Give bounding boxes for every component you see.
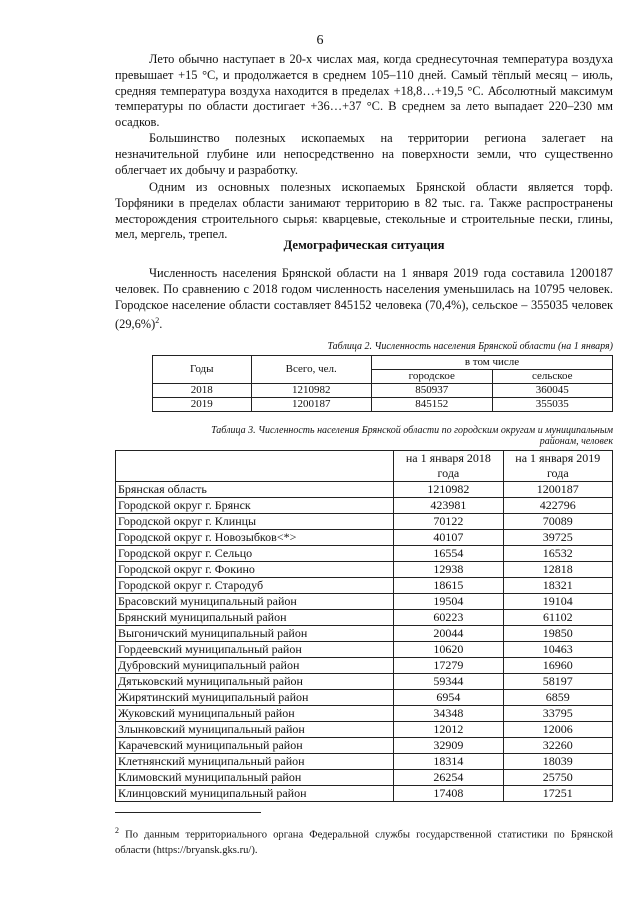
cell-territory: Брянская область bbox=[116, 482, 394, 498]
cell-population-2018: 16554 bbox=[394, 546, 503, 562]
table-row bbox=[116, 658, 613, 674]
cell-territory: Городской округ г. Сельцо bbox=[116, 546, 394, 562]
cell-population-2019: 1200187 bbox=[503, 482, 612, 498]
header-2018 bbox=[394, 451, 503, 482]
population-table bbox=[152, 355, 613, 412]
cell-territory: Городской округ г. Фокино bbox=[116, 562, 394, 578]
cell-population-2018: 70122 bbox=[394, 514, 503, 530]
cell-territory: Дубровский муниципальный район bbox=[116, 658, 394, 674]
cell-population-2019: 58197 bbox=[503, 674, 612, 690]
cell-territory: Клетнянский муниципальный район bbox=[116, 754, 394, 770]
cell-population-2019: 16960 bbox=[503, 658, 612, 674]
table-row bbox=[116, 754, 613, 770]
table-row bbox=[116, 594, 613, 610]
cell-territory: Городской округ г. Новозыбков<*> bbox=[116, 530, 394, 546]
cell-population-2019: 19104 bbox=[503, 594, 612, 610]
table-row bbox=[116, 738, 613, 754]
cell-territory: Городской округ г. Брянск bbox=[116, 498, 394, 514]
cell-population-2019: 16532 bbox=[503, 546, 612, 562]
cell-population-2018: 40107 bbox=[394, 530, 503, 546]
paragraph-summer: Лето обычно наступает в 20-х числах мая, когда среднесуточная температура воздуха превышает +15 °С, и продолжается в среднем 105–110 дней. Самый тёплый месяц – июль, средняя температура воздуха находится в пределах +18,8…+19,5 °С. Абсолютный максимум температуры по области достигает +36…+37 °С. В среднем за лето выпадает 220–230 мм осадков. bbox=[115, 52, 613, 130]
cell-population-2019: 6859 bbox=[503, 690, 612, 706]
table-row bbox=[116, 626, 613, 642]
cell-total: 1200187 bbox=[251, 398, 371, 412]
cell-population-2019: 17251 bbox=[503, 786, 612, 802]
cell-population-2018: 32909 bbox=[394, 738, 503, 754]
header-including: в том числе bbox=[371, 356, 612, 370]
table3-caption bbox=[115, 425, 613, 447]
cell-territory: Жирятинский муниципальный район bbox=[116, 690, 394, 706]
cell-population-2018: 59344 bbox=[394, 674, 503, 690]
footnote-text: По данным территориального органа Федеральной службы государственной статистики по Брянской области (https://bryansk.gks.ru/). bbox=[115, 829, 613, 856]
cell-population-2019: 10463 bbox=[503, 642, 612, 658]
paragraph-peat: Одним из основных полезных ископаемых Брянской области является торф. Торфяники в пределах области занимают территорию в 82 тыс. га. Также распространены месторождения строительного сырья: кварцевые, стекольные и строительные пески, глины, мел, мергель, трепел. bbox=[115, 180, 613, 242]
table-row bbox=[116, 562, 613, 578]
header-2018-line2: года bbox=[437, 466, 460, 480]
cell-territory: Дятьковский муниципальный район bbox=[116, 674, 394, 690]
header-2019-line2: года bbox=[546, 466, 569, 480]
table-row bbox=[116, 546, 613, 562]
table2-caption: Таблица 2. Численность населения Брянской области (на 1 января) bbox=[327, 341, 613, 352]
header-urban: городское bbox=[371, 370, 492, 384]
cell-population-2019: 39725 bbox=[503, 530, 612, 546]
cell-population-2019: 61102 bbox=[503, 610, 612, 626]
header-rural: сельское bbox=[492, 370, 613, 384]
cell-population-2019: 33795 bbox=[503, 706, 612, 722]
table-row bbox=[116, 578, 613, 594]
section-heading: Демографическая ситуация bbox=[283, 238, 445, 252]
table-row bbox=[153, 398, 613, 412]
cell-population-2018: 60223 bbox=[394, 610, 503, 626]
cell-population-2018: 17408 bbox=[394, 786, 503, 802]
cell-territory: Брасовский муниципальный район bbox=[116, 594, 394, 610]
cell-territory: Климовский муниципальный район bbox=[116, 770, 394, 786]
cell-population-2018: 10620 bbox=[394, 642, 503, 658]
header-years: Годы bbox=[153, 356, 252, 384]
table-header-row bbox=[116, 451, 613, 482]
header-total: Всего, чел. bbox=[251, 356, 371, 384]
cell-territory: Карачевский муниципальный район bbox=[116, 738, 394, 754]
page-number: 6 bbox=[316, 33, 324, 48]
footnote-mark: 2 bbox=[115, 826, 119, 835]
cell-population-2019: 422796 bbox=[503, 498, 612, 514]
paragraph-minerals: Большинство полезных ископаемых на территории региона залегает на незначительной глубине или непосредственно на поверхности земли, что существенно облегчает их добычу и разработку. bbox=[115, 131, 613, 177]
footnote-reference: 2 bbox=[155, 316, 160, 326]
cell-territory: Клинцовский муниципальный район bbox=[116, 786, 394, 802]
cell-population-2019: 18321 bbox=[503, 578, 612, 594]
cell-total: 1210982 bbox=[251, 384, 371, 398]
cell-population-2018: 17279 bbox=[394, 658, 503, 674]
cell-population-2018: 26254 bbox=[394, 770, 503, 786]
cell-population-2018: 1210982 bbox=[394, 482, 503, 498]
cell-year: 2019 bbox=[153, 398, 252, 412]
paragraph-population: Численность населения Брянской области на 1 января 2019 года составила 1200187 человек. По сравнению с 2018 годом численность населения уменьшилась на 10795 человек. Городское население области составляет 845152 человека (70,4%), сельское – 355035 человек $(29,6\%)^2$. bbox=[115, 266, 613, 332]
cell-urban: 845152 bbox=[371, 398, 492, 412]
cell-population-2019: 25750 bbox=[503, 770, 612, 786]
cell-population-2019: 32260 bbox=[503, 738, 612, 754]
cell-population-2019: 18039 bbox=[503, 754, 612, 770]
table-row bbox=[116, 674, 613, 690]
cell-territory: Злынковский муниципальный район bbox=[116, 722, 394, 738]
table-header-row bbox=[153, 356, 613, 370]
footnote bbox=[115, 823, 613, 858]
cell-population-2018: 19504 bbox=[394, 594, 503, 610]
cell-population-2019: 19850 bbox=[503, 626, 612, 642]
paragraph-population-text: Численность населения Брянской области на 1 января 2019 года составила 1200187 человек. По сравнению с 2018 годом численность населения уменьшилась на 10795 человек. Городское население области составляет 845152 человека (70,4%), сельское – 355035 человек (29,6%) bbox=[115, 266, 613, 332]
header-empty bbox=[116, 451, 394, 482]
cell-population-2018: 18615 bbox=[394, 578, 503, 594]
cell-population-2018: 12938 bbox=[394, 562, 503, 578]
cell-population-2019: 12818 bbox=[503, 562, 612, 578]
table-row bbox=[116, 706, 613, 722]
cell-urban: 850937 bbox=[371, 384, 492, 398]
header-2019 bbox=[503, 451, 612, 482]
table-row bbox=[116, 786, 613, 802]
table-row bbox=[116, 722, 613, 738]
table-row bbox=[116, 514, 613, 530]
cell-rural: 360045 bbox=[492, 384, 613, 398]
cell-territory: Жуковский муниципальный район bbox=[116, 706, 394, 722]
table-row bbox=[116, 530, 613, 546]
header-2018-line1: на 1 января 2018 bbox=[405, 451, 491, 465]
table3-caption-line1: Таблица 3. Численность населения Брянской области по городским округам и муниципальным bbox=[211, 425, 613, 436]
table-row bbox=[116, 610, 613, 626]
footnote-divider bbox=[115, 812, 261, 813]
table-row bbox=[116, 498, 613, 514]
cell-year: 2018 bbox=[153, 384, 252, 398]
table-row bbox=[116, 482, 613, 498]
cell-population-2018: 18314 bbox=[394, 754, 503, 770]
cell-population-2018: 20044 bbox=[394, 626, 503, 642]
header-2019-line1: на 1 января 2019 bbox=[515, 451, 601, 465]
cell-population-2018: 6954 bbox=[394, 690, 503, 706]
cell-territory: Городской округ г. Стародуб bbox=[116, 578, 394, 594]
district-population-table bbox=[115, 450, 613, 802]
table3-caption-line2: районам, человек bbox=[539, 436, 613, 447]
cell-rural: 355035 bbox=[492, 398, 613, 412]
table-row bbox=[153, 384, 613, 398]
cell-population-2019: 70089 bbox=[503, 514, 612, 530]
cell-population-2018: 34348 bbox=[394, 706, 503, 722]
table-row bbox=[116, 642, 613, 658]
table-row bbox=[116, 770, 613, 786]
table-row bbox=[116, 690, 613, 706]
cell-territory: Городской округ г. Клинцы bbox=[116, 514, 394, 530]
cell-population-2019: 12006 bbox=[503, 722, 612, 738]
cell-population-2018: 12012 bbox=[394, 722, 503, 738]
cell-territory: Брянский муниципальный район bbox=[116, 610, 394, 626]
cell-population-2018: 423981 bbox=[394, 498, 503, 514]
cell-territory: Выгоничский муниципальный район bbox=[116, 626, 394, 642]
cell-territory: Гордеевский муниципальный район bbox=[116, 642, 394, 658]
